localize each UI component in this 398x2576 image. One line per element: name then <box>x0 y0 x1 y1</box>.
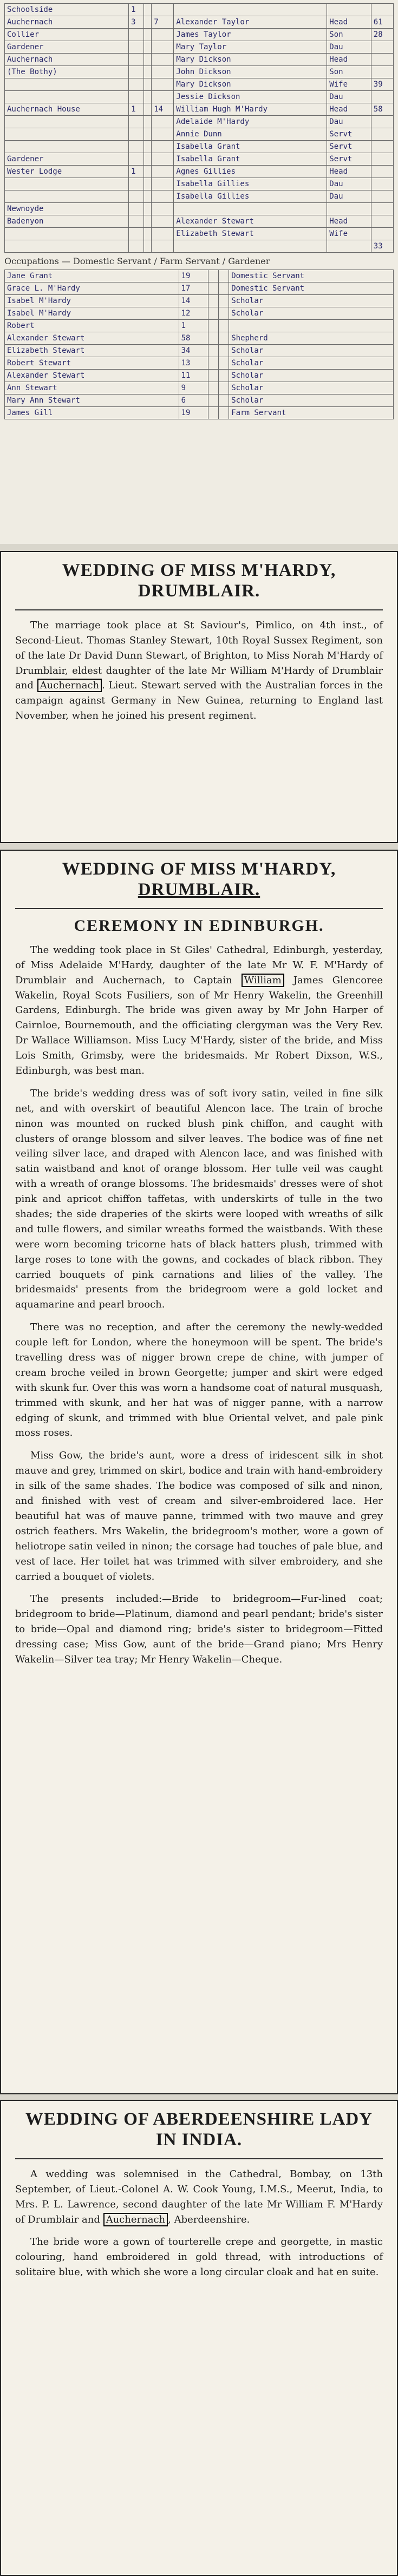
census-cell: 33 <box>371 240 393 253</box>
census-cell <box>152 128 174 141</box>
census-cell: Servt <box>327 141 371 153</box>
census-cell <box>371 91 393 103</box>
clipping-body: The marriage took place at St Saviour's, Pimlico, on 4th inst., of Second-Lieut. Thomas Stanley Stewart, 10th Royal Sussex Regiment, son of the late Dr David Dunn Stewart, of Brighton, to Miss Norah M'Hardy of Drumblair, eldest daughter of the late Mr William M'Hardy of Drumblair and Auchernach . Lieut. Stewart served with the Australian forces in the campaign against Germany in New Guinea, returning to England last November, when he joined his present regiment. <box>15 619 383 722</box>
census-cell <box>143 228 151 240</box>
highlighted-word: William <box>242 974 284 987</box>
census-cell <box>152 78 174 91</box>
census-cell <box>143 190 151 203</box>
census-cell <box>143 116 151 128</box>
census-row <box>5 54 394 66</box>
census-cell <box>152 116 174 128</box>
census-cell <box>152 153 174 166</box>
census-cell <box>219 395 229 407</box>
census-cell: Son <box>327 29 371 41</box>
census-cell <box>143 153 151 166</box>
census-cell <box>208 282 219 295</box>
census-table-lower <box>4 270 394 419</box>
census-row <box>5 228 394 240</box>
census-cell <box>371 141 393 153</box>
census-cell <box>208 295 219 307</box>
census-cell: Scholar <box>229 395 394 407</box>
census-cell: Scholar <box>229 307 394 320</box>
census-cell <box>152 215 174 228</box>
census-cell: 61 <box>371 16 393 29</box>
census-cell: Grace L. M'Hardy <box>5 282 179 295</box>
census-cell <box>143 4 151 16</box>
census-cell <box>129 178 144 190</box>
census-cell: Son <box>327 66 371 78</box>
census-cell: Isabella Grant <box>174 153 327 166</box>
census-cell: Mary Taylor <box>174 41 327 54</box>
census-cell: Jessie Dickson <box>174 91 327 103</box>
census-cell: 3 <box>129 16 144 29</box>
census-row <box>5 240 394 253</box>
census-cell <box>129 153 144 166</box>
census-cell <box>143 66 151 78</box>
census-cell <box>152 178 174 190</box>
census-row <box>5 16 394 29</box>
census-row <box>5 103 394 116</box>
census-cell: Alexander Stewart <box>174 215 327 228</box>
census-cell <box>327 4 371 16</box>
census-cell: 7 <box>152 16 174 29</box>
census-cell: John Dickson <box>174 66 327 78</box>
census-cell: Gardener <box>5 153 129 166</box>
census-cell: Dau <box>327 190 371 203</box>
census-cell: Collier <box>5 29 129 41</box>
census-cell: Head <box>327 16 371 29</box>
census-cell <box>129 91 144 103</box>
census-row <box>5 66 394 78</box>
census-cell: Dau <box>327 41 371 54</box>
census-row <box>5 141 394 153</box>
census-cell: Isabella Grant <box>174 141 327 153</box>
census-cell <box>371 215 393 228</box>
census-cell <box>208 307 219 320</box>
census-cell: (The Bothy) <box>5 66 129 78</box>
census-cell: 1 <box>129 4 144 16</box>
census-cell: Domestic Servant <box>229 282 394 295</box>
census-cell <box>371 54 393 66</box>
census-cell: Scholar <box>229 382 394 395</box>
census-cell <box>371 190 393 203</box>
census-cell <box>143 215 151 228</box>
census-cell <box>371 153 393 166</box>
census-cell: 12 <box>179 307 208 320</box>
census-cell <box>371 228 393 240</box>
census-cell <box>152 166 174 178</box>
census-cell <box>129 215 144 228</box>
census-row <box>5 116 394 128</box>
census-cell <box>371 128 393 141</box>
census-cell: Schoolside <box>5 4 129 16</box>
census-cell: Wester Lodge <box>5 166 129 178</box>
census-cell <box>174 240 327 253</box>
census-cell <box>219 382 229 395</box>
census-cell: 6 <box>179 395 208 407</box>
census-row <box>5 4 394 16</box>
census-cell: Mary Dickson <box>174 54 327 66</box>
census-cell <box>129 240 144 253</box>
census-cell: 34 <box>179 345 208 357</box>
census-cell: 14 <box>179 295 208 307</box>
census-row <box>5 78 394 91</box>
census-cell: 1 <box>179 320 208 332</box>
census-cell: Elizabeth Stewart <box>174 228 327 240</box>
census-cell <box>143 54 151 66</box>
census-cell: Head <box>327 103 371 116</box>
census-cell <box>152 41 174 54</box>
census-cell <box>371 66 393 78</box>
clipping-wedding-india <box>0 2100 398 2576</box>
census-row <box>5 41 394 54</box>
census-cell <box>371 116 393 128</box>
clipping-title: WEDDING OF MISS M'HARDY, <box>62 859 336 879</box>
census-cell: Robert <box>5 320 179 332</box>
census-cell <box>208 395 219 407</box>
census-cell: Mary Dickson <box>174 78 327 91</box>
clipping-wedding-pimlico <box>0 551 398 843</box>
clipping-title: WEDDING OF MISS M'HARDY, DRUMBLAIR. <box>62 561 336 601</box>
census-cell <box>174 203 327 215</box>
clipping-title: WEDDING OF ABERDEENSHIRE LADY IN INDIA. <box>25 2110 373 2150</box>
census-cell: Dau <box>327 116 371 128</box>
census-cell: 13 <box>179 357 208 370</box>
census-row <box>5 153 394 166</box>
census-cell: Farm Servant <box>229 407 394 419</box>
census-cell: Alexander Stewart <box>5 332 179 345</box>
census-cell <box>152 228 174 240</box>
census-cell: Scholar <box>229 357 394 370</box>
census-cell <box>152 240 174 253</box>
census-cell: Head <box>327 54 371 66</box>
census-cell <box>152 4 174 16</box>
census-cell <box>219 357 229 370</box>
census-cell <box>143 29 151 41</box>
census-cell <box>129 78 144 91</box>
census-cell <box>5 116 129 128</box>
census-cell: Adelaide M'Hardy <box>174 116 327 128</box>
paragraph: The bride wore a gown of tourterelle crepe and georgette, in mastic colouring, hand embroidered in gold thread, with introductions of solitaire blue, with which she wore a long circular cloak and hat en suite. <box>15 2236 383 2278</box>
census-cell <box>152 190 174 203</box>
census-cell: Auchernach House <box>5 103 129 116</box>
census-table-upper <box>4 3 394 253</box>
census-cell <box>371 166 393 178</box>
paragraph: There was no reception, and after the ceremony the newly-wedded couple left for London, where the honeymoon will be spent. The bride's travelling dress was of nigger brown crepe de chine, with jumper of cream broche veiled in brown Georgette; jumper and skirt were edged with skunk fur. Over this was worn a handsome coat of natural musquash, trimmed with skunk, and her hat was of nigger panne, with a narrow edging of skunk, and trimmed with blue Oriental velvet, and pale pink moss roses. <box>15 1322 383 1439</box>
census-cell <box>129 141 144 153</box>
census-cell <box>143 16 151 29</box>
census-cell: Ann Stewart <box>5 382 179 395</box>
census-cell <box>219 332 229 345</box>
census-cell <box>219 295 229 307</box>
census-cell <box>219 307 229 320</box>
census-cell <box>143 240 151 253</box>
census-cell <box>152 141 174 153</box>
census-cell <box>143 78 151 91</box>
census-cell: 39 <box>371 78 393 91</box>
census-cell <box>327 240 371 253</box>
census-cell <box>143 203 151 215</box>
divider <box>15 2158 383 2159</box>
census-cell: Isabel M'Hardy <box>5 295 179 307</box>
census-cell <box>371 41 393 54</box>
census-cell: Wife <box>327 78 371 91</box>
clipping-subtitle: DRUMBLAIR. <box>138 879 260 899</box>
census-row <box>5 128 394 141</box>
census-cell: Agnes Gillies <box>174 166 327 178</box>
paragraph: The presents included:—Bride to bridegroom—Fur-lined coat; bridegroom to bride—Platinum, diamond and pearl pendant; bride's sister to bride—Opal and diamond ring; bride's sister to bridegroom—Fitted dressing case; Miss Gow, aunt of the bride—Grand piano; Mrs Henry Wakelin—Silver tea tray; Mr Henry Wakelin—Cheque. <box>15 1593 383 1665</box>
census-cell <box>327 203 371 215</box>
census-cell <box>371 178 393 190</box>
census-row <box>5 270 394 282</box>
census-cell: Annie Dunn <box>174 128 327 141</box>
census-cell: 11 <box>179 370 208 382</box>
census-row <box>5 91 394 103</box>
census-cell: 19 <box>179 407 208 419</box>
census-cell: Domestic Servant <box>229 270 394 282</box>
census-cell <box>208 370 219 382</box>
census-row <box>5 166 394 178</box>
census-row <box>5 332 394 345</box>
census-cell <box>229 320 394 332</box>
census-cell: James Taylor <box>174 29 327 41</box>
census-row <box>5 203 394 215</box>
census-cell: Head <box>327 166 371 178</box>
census-cell: 1 <box>129 166 144 178</box>
census-cell: Alexander Stewart <box>5 370 179 382</box>
census-cell: Newnoyde <box>5 203 129 215</box>
census-cell <box>143 41 151 54</box>
census-cell: William Hugh M'Hardy <box>174 103 327 116</box>
census-cell <box>129 228 144 240</box>
census-row <box>5 295 394 307</box>
highlighted-word: Auchernach <box>37 679 102 692</box>
census-cell <box>5 141 129 153</box>
census-cell: Dau <box>327 178 371 190</box>
paragraph: A wedding was solemnised in the Cathedral, Bombay, on 13th September, of Lieut.-Colonel A. W. Cook Young, I.M.S., Meerut, India, to Mrs. P. L. Lawrence, second daughter of the late Mr William F. M'Hardy of Drumblair and Auchernach , Aberdeenshire. <box>15 2168 383 2225</box>
census-cell <box>143 103 151 116</box>
census-row <box>5 382 394 395</box>
census-cell <box>152 29 174 41</box>
census-cell: Auchernach <box>5 16 129 29</box>
census-cell <box>129 116 144 128</box>
census-cell: Scholar <box>229 295 394 307</box>
census-row <box>5 357 394 370</box>
census-row <box>5 190 394 203</box>
paragraph: The bride's wedding dress was of soft ivory satin, veiled in fine silk net, and with overskirt of beautiful Alencon lace. The train of broche ninon was mounted on rucked blush pink chiffon, and caught with clusters of orange blossom and silver leaves. The bodice was of fine net veiling silver lace, and draped with Alencon lace, and was finished with satin waistband and knot of orange blossom. Her tulle veil was caught with a wreath of orange blossoms. The bridesmaids' dresses were of shot pink and apricot chiffon taffetas, with underskirts of tulle in the two shades; the side draperies of the skirts were looped with wreaths of silk and tulle flowers, and similar wreaths formed the waistbands. With these were worn becoming tricorne hats of black hatters plush, trimmed with large roses to tone with the gowns, and cockades of black ribbon. They carried bouquets of pink carnations and lilies of the valley. The bridesmaids' presents from the bridegroom were a gold locket and aquamarine and pearl brooch. <box>15 1087 383 1311</box>
clipping-heading: CEREMONY IN EDINBURGH. <box>74 916 324 935</box>
census-cell: 19 <box>179 270 208 282</box>
census-cell <box>129 203 144 215</box>
census-cell <box>208 345 219 357</box>
census-cell <box>143 178 151 190</box>
divider <box>15 908 383 909</box>
census-row <box>5 29 394 41</box>
census-cell <box>129 190 144 203</box>
census-cell <box>219 270 229 282</box>
census-cell: Mary Ann Stewart <box>5 395 179 407</box>
census-cell <box>5 91 129 103</box>
census-cell: Robert Stewart <box>5 357 179 370</box>
census-section-note: Occupations — Domestic Servant / Farm Servant / Gardener <box>4 256 270 266</box>
census-cell: Elizabeth Stewart <box>5 345 179 357</box>
census-cell <box>219 345 229 357</box>
census-cell: 14 <box>152 103 174 116</box>
census-cell <box>5 190 129 203</box>
paragraph: The wedding took place in St Giles' Cathedral, Edinburgh, yesterday, of Miss Adelaide M'Hardy, daughter of the late Mr W. F. M'Hardy of Drumblair and Auchernach, to Captain William James Glencoree Wakelin, Royal Scots Fusiliers, son of Mr Henry Wakelin, the Greenhill Gardens, Edinburgh. The bride was given away by Mr John Harper of Cairnloe, Bournemouth, and the officiating clergyman was the Very Rev. Dr Wallace Williamson. Miss Lucy M'Hardy, sister of the bride, and Miss Lois Smith, Grimsby, were the bridesmaids. Mr Robert Dixson, W.S., Edinburgh, was best man. <box>15 944 383 1076</box>
census-cell: 58 <box>179 332 208 345</box>
census-cell <box>5 228 129 240</box>
census-cell <box>219 282 229 295</box>
census-cell: 17 <box>179 282 208 295</box>
census-cell <box>208 332 219 345</box>
census-cell <box>5 240 129 253</box>
census-cell <box>174 4 327 16</box>
census-cell <box>129 66 144 78</box>
census-cell: James Gill <box>5 407 179 419</box>
census-cell <box>152 66 174 78</box>
census-cell: Isabel M'Hardy <box>5 307 179 320</box>
census-cell: Badenyon <box>5 215 129 228</box>
census-cell: Shepherd <box>229 332 394 345</box>
census-cell <box>129 54 144 66</box>
census-row <box>5 395 394 407</box>
census-row <box>5 215 394 228</box>
census-cell: 58 <box>371 103 393 116</box>
divider <box>15 609 383 610</box>
census-row <box>5 307 394 320</box>
census-cell <box>152 91 174 103</box>
census-cell <box>371 203 393 215</box>
census-cell: Head <box>327 215 371 228</box>
census-cell <box>143 141 151 153</box>
census-cell <box>152 54 174 66</box>
census-cell: 1 <box>129 103 144 116</box>
census-cell <box>143 128 151 141</box>
census-row <box>5 345 394 357</box>
paragraph: Miss Gow, the bride's aunt, wore a dress of iridescent silk in shot mauve and grey, trimmed on skirt, bodice and train with hand-embroidery in silk of the same shades. The bodice was composed of silk and ninon, and finished with vest of cream and silver-embroidered lace. Her beautiful hat was of mauve panne, trimmed with two mauve and grey ostrich feathers. Mrs Wakelin, the bridegroom's mother, wore a gown of heliotrope satin veiled in ninon; the corsage had touches of pale blue, and vest of lace. Her toilet hat was trimmed with silver embroidery, and she carried a bouquet of violets. <box>15 1450 383 1582</box>
census-cell <box>208 407 219 419</box>
census-cell <box>143 91 151 103</box>
census-cell <box>219 407 229 419</box>
census-cell: Scholar <box>229 370 394 382</box>
census-row <box>5 407 394 419</box>
census-cell <box>129 29 144 41</box>
census-cell <box>129 41 144 54</box>
census-cell: Scholar <box>229 345 394 357</box>
census-row <box>5 320 394 332</box>
census-cell <box>208 357 219 370</box>
census-cell <box>371 4 393 16</box>
census-cell <box>5 78 129 91</box>
census-cell: Isabella Gillies <box>174 178 327 190</box>
census-cell: Alexander Taylor <box>174 16 327 29</box>
census-cell <box>152 203 174 215</box>
highlighted-word: Auchernach <box>103 2213 168 2226</box>
census-cell: Servt <box>327 153 371 166</box>
census-register <box>0 0 398 544</box>
census-cell: Servt <box>327 128 371 141</box>
census-cell <box>5 178 129 190</box>
census-cell: Dau <box>327 91 371 103</box>
census-cell <box>208 382 219 395</box>
census-row <box>5 370 394 382</box>
census-cell: 28 <box>371 29 393 41</box>
census-cell: 9 <box>179 382 208 395</box>
census-cell: Gardener <box>5 41 129 54</box>
census-cell: Auchernach <box>5 54 129 66</box>
census-row <box>5 282 394 295</box>
census-cell: Wife <box>327 228 371 240</box>
census-cell <box>219 370 229 382</box>
clipping-wedding-edinburgh <box>0 850 398 2094</box>
census-cell: Jane Grant <box>5 270 179 282</box>
census-cell <box>208 270 219 282</box>
census-cell <box>219 320 229 332</box>
census-cell: Isabella Gillies <box>174 190 327 203</box>
census-cell <box>5 128 129 141</box>
census-cell <box>143 166 151 178</box>
census-cell <box>129 128 144 141</box>
census-row <box>5 178 394 190</box>
census-cell <box>208 320 219 332</box>
